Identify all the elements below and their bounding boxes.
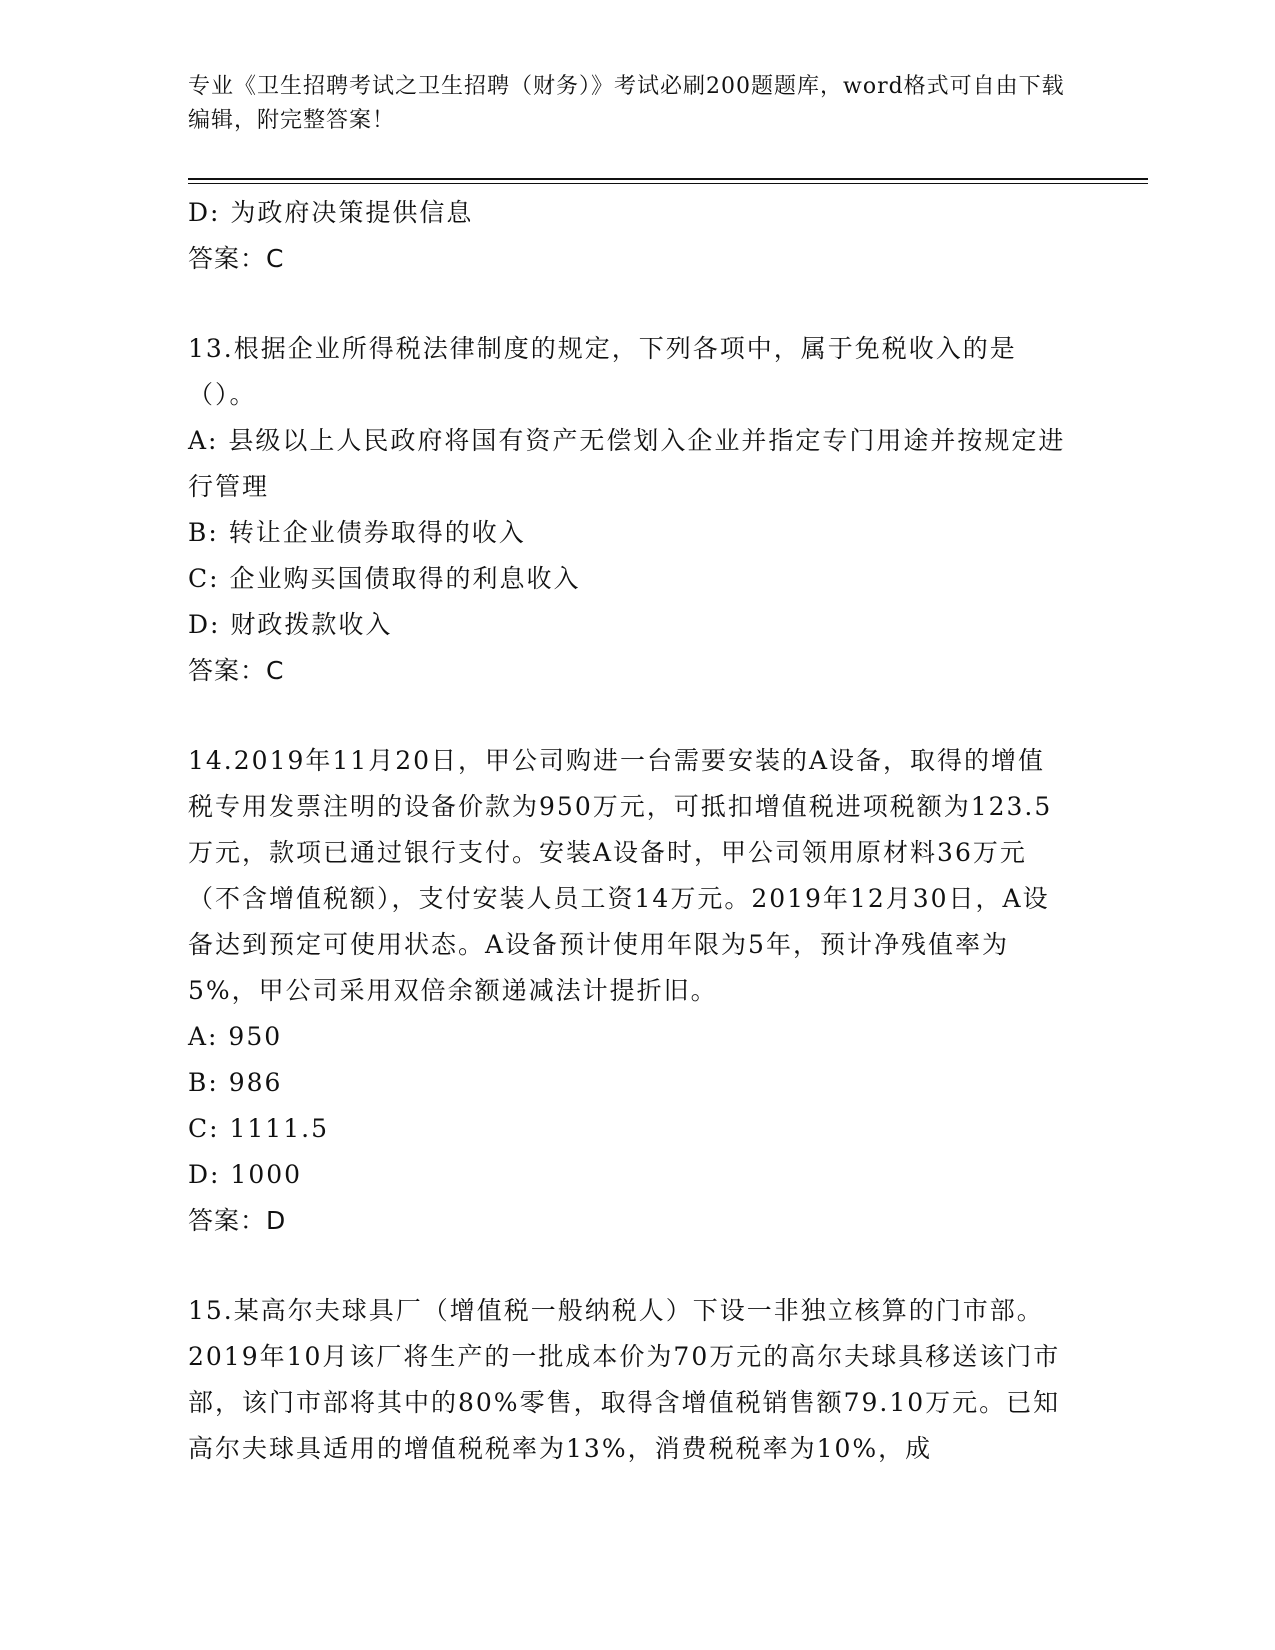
- document-body: [188, 190, 1068, 1472]
- prev-answer: 答案：C: [188, 244, 285, 273]
- question-13-option-b: B: 转让企业债券取得的收入: [188, 518, 526, 547]
- question-13-option-d: D: 财政拨款收入: [188, 610, 393, 639]
- question-13-option-a: A: 县级以上人民政府将国有资产无偿划入企业并指定专门用途并按规定进行管理: [188, 426, 1066, 501]
- question-14-option-a: A: 950: [188, 1022, 283, 1051]
- question-14-option-c: C: 1111.5: [188, 1114, 329, 1143]
- document-page: [188, 70, 1148, 1463]
- header-rule-thick: [188, 178, 1148, 180]
- question-13-text: 13.根据企业所得税法律制度的规定，下列各项中，属于免税收入的是（）。: [188, 334, 1017, 409]
- question-15-text: 15.某高尔夫球具厂（增值税一般纳税人）下设一非独立核算的门市部。2019年10月该厂将生产的一批成本价为70万元的高尔夫球具移送该门市部，该门市部将其中的80%零售，取得含增值税销售额79.10万元。已知高尔夫球具适用的增值税税率为13%，消费税税率为10%，成: [188, 1296, 1061, 1463]
- question-14-answer: 答案：D: [188, 1206, 287, 1235]
- document-header: 专业《卫生招聘考试之卫生招聘（财务）》考试必刷200题题库，word格式可自由下载编辑，附完整答案！: [188, 74, 1065, 133]
- question-14-option-b: B: 986: [188, 1068, 283, 1097]
- prev-option-d: D: 为政府决策提供信息: [188, 198, 474, 227]
- question-14-option-d: D: 1000: [188, 1160, 303, 1189]
- question-13-answer: 答案：C: [188, 656, 285, 685]
- header-rule-thin: [188, 183, 1148, 184]
- question-13-option-c: C: 企业购买国债取得的利息收入: [188, 564, 581, 593]
- question-14-text: 14.2019年11月20日，甲公司购进一台需要安装的A设备，取得的增值税专用发票注明的设备价款为950万元，可抵扣增值税进项税额为123.5万元，款项已通过银行支付。安装A设备时，甲公司领用原材料36万元（不含增值税额），支付安装人员工资14万元。2019年12月30日，A设备达到预定可使用状态。A设备预计使用年限为5年，预计净残值率为5%，甲公司采用双倍余额递减法计提折旧。: [188, 746, 1053, 1005]
